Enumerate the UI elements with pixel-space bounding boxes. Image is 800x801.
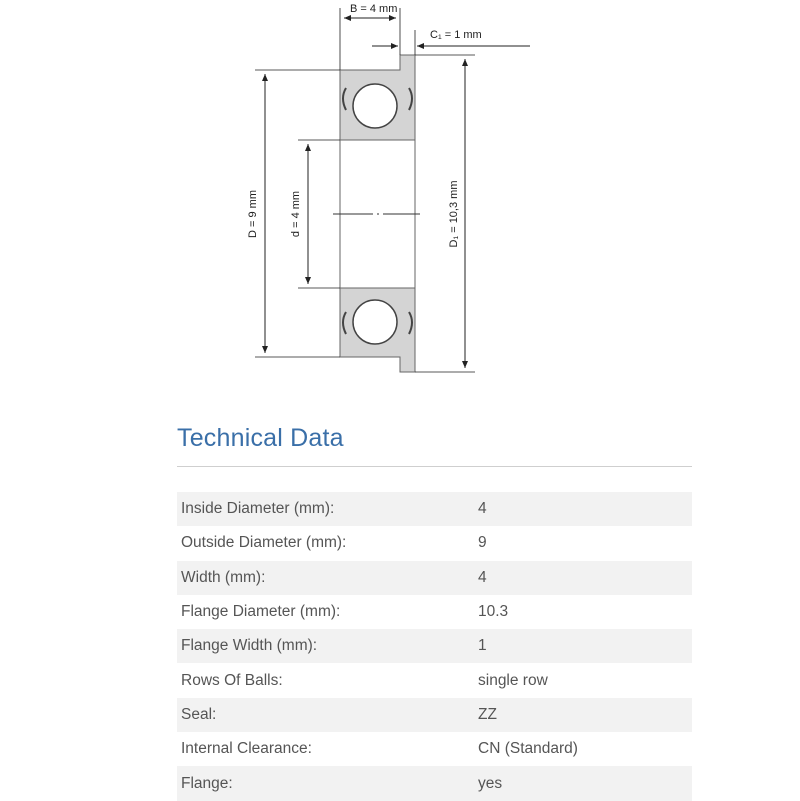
row-label: Internal Clearance:	[181, 740, 312, 758]
row-value: 9	[478, 534, 487, 552]
row-value: 4	[475, 492, 692, 526]
technical-data-table	[177, 492, 692, 801]
title-divider	[177, 466, 692, 467]
table-row	[177, 629, 692, 663]
row-label: Inside Diameter (mm):	[177, 492, 475, 526]
width-label: B = 4 mm	[350, 3, 398, 15]
bearing-cross-section	[333, 55, 420, 372]
flange-diameter-label: D₁ = 10,3 mm	[448, 180, 460, 248]
ball-top	[353, 84, 397, 128]
outside-diameter-label: D = 9 mm	[247, 190, 259, 238]
technical-data-title: Technical Data	[177, 424, 344, 452]
table-row	[177, 561, 692, 595]
row-value: yes	[475, 766, 692, 800]
table-row	[177, 732, 692, 766]
inside-diameter-label: d = 4 mm	[290, 190, 302, 238]
table-row	[177, 526, 692, 560]
row-label: Flange Diameter (mm):	[181, 603, 341, 621]
row-label: Seal:	[177, 698, 475, 732]
row-label: Rows Of Balls:	[181, 671, 283, 689]
row-value: 10.3	[478, 603, 509, 621]
row-value: single row	[478, 671, 548, 689]
table-row	[177, 663, 692, 697]
table-row	[177, 595, 692, 629]
row-value: CN (Standard)	[478, 740, 578, 758]
bearing-technical-drawing	[0, 0, 800, 400]
ball-bottom	[353, 300, 397, 344]
row-value: 1	[475, 629, 692, 663]
row-label: Width (mm):	[177, 561, 475, 595]
row-label: Flange Width (mm):	[177, 629, 475, 663]
table-row	[177, 766, 692, 800]
flange-width-label: C₁ = 1 mm	[430, 29, 482, 41]
row-value: ZZ	[475, 698, 692, 732]
table-row	[177, 698, 692, 732]
row-label: Outside Diameter (mm):	[181, 534, 347, 552]
table-row	[177, 492, 692, 526]
row-label: Flange:	[177, 766, 475, 800]
row-value: 4	[475, 561, 692, 595]
